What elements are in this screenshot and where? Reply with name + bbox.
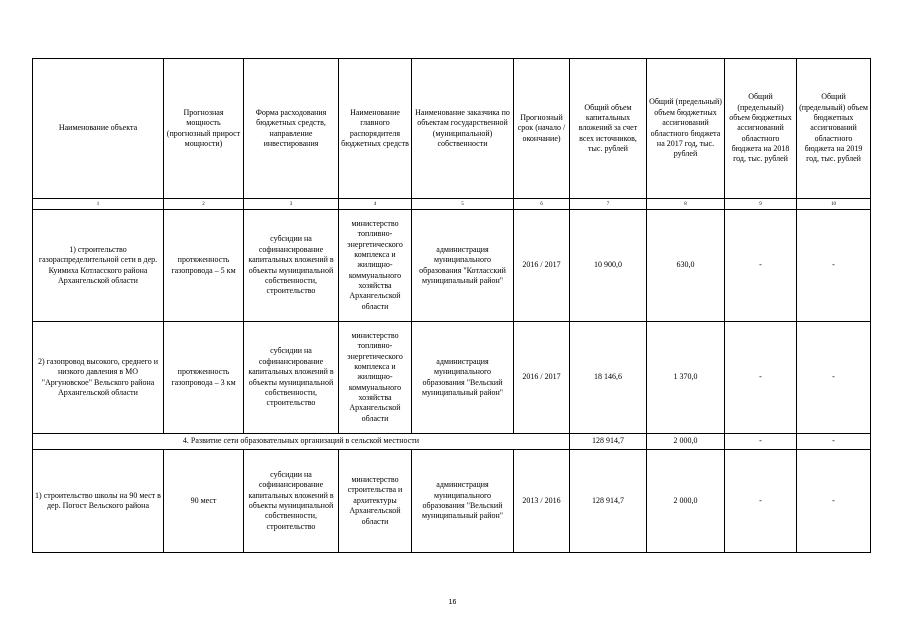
header-budget-2017: Общий (предельный) объем бюджетных ассигнований областного бюджета на 2017 год, тыс. рублей — [647, 59, 725, 199]
budget-2017-cell: 630,0 — [647, 210, 725, 322]
administrator-cell: министерство строительства и архитектуры Архангельской области — [339, 450, 412, 553]
budget-2019-cell: - — [797, 322, 871, 434]
header-object-name: Наименование объекта — [33, 59, 164, 199]
spending-form-cell: субсидии на софинансирование капитальных вложений в объекты муниципальной собственности, строительство — [244, 210, 339, 322]
table-row — [33, 450, 871, 553]
capacity-cell: протяженность газопровода – 5 км — [164, 210, 244, 322]
budget-2018-cell: - — [725, 210, 797, 322]
table-row — [33, 210, 871, 322]
customer-cell: администрация муниципального образования "Котласский муниципальный район" — [412, 210, 514, 322]
column-number: 9 — [725, 199, 797, 210]
column-number: 10 — [797, 199, 871, 210]
administrator-cell: министерство топливно-энергетического комплекса и жилищно-коммунального хозяйства Архангельской области — [339, 210, 412, 322]
total-investment-cell: 18 146,6 — [570, 322, 647, 434]
capacity-cell: 90 мест — [164, 450, 244, 553]
section-row — [33, 434, 871, 450]
budget-2019-cell: - — [797, 210, 871, 322]
header-budget-2018: Общий (предельный) объем бюджетных ассигнований областного бюджета на 2018 год, тыс. рублей — [725, 59, 797, 199]
capacity-cell: протяженность газопровода – 3 км — [164, 322, 244, 434]
column-number: 2 — [164, 199, 244, 210]
customer-cell: администрация муниципального образования "Вельский муниципальный район" — [412, 322, 514, 434]
spending-form-cell: субсидии на софинансирование капитальных вложений в объекты муниципальной собственности, строительство — [244, 450, 339, 553]
table-row — [33, 322, 871, 434]
object-name-cell: 2) газопровод высокого, среднего и низкого давления в МО "Аргуновское" Вельского района Архангельской области — [33, 322, 164, 434]
page-number: 16 — [448, 599, 457, 606]
header-spending-form: Форма расходования бюджетных средств, направление инвестирования — [244, 59, 339, 199]
term-cell: 2013 / 2016 — [514, 450, 570, 553]
budget-2018-cell: - — [725, 322, 797, 434]
object-name-cell: 1) строительство школы на 90 мест в дер. Погост Вельского района — [33, 450, 164, 553]
total-investment-cell: 128 914,7 — [570, 450, 647, 553]
header-budget-2019: Общий (предельный) объем бюджетных ассигнований областного бюджета на 2019 год, тыс. рублей — [797, 59, 871, 199]
investment-table — [32, 58, 871, 553]
header-row — [33, 59, 871, 199]
term-cell: 2016 / 2017 — [514, 322, 570, 434]
column-number: 3 — [244, 199, 339, 210]
column-number: 6 — [514, 199, 570, 210]
customer-cell: администрация муниципального образования "Вельский муниципальный район" — [412, 450, 514, 553]
header-capacity: Прогнозная мощность (прогнозный прирост мощности) — [164, 59, 244, 199]
section-budget-2019-cell: - — [797, 434, 871, 450]
section-budget-2018-cell: - — [725, 434, 797, 450]
column-number: 1 — [33, 199, 164, 210]
total-investment-cell: 10 900,0 — [570, 210, 647, 322]
budget-2018-cell: - — [725, 450, 797, 553]
column-number: 8 — [647, 199, 725, 210]
budget-2017-cell: 2 000,0 — [647, 450, 725, 553]
column-number: 4 — [339, 199, 412, 210]
administrator-cell: министерство топливно-энергетического комплекса и жилищно-коммунального хозяйства Архангельской области — [339, 322, 412, 434]
header-total-investment: Общий объем капитальных вложений за счет всех источников, тыс. рублей — [570, 59, 647, 199]
column-number: 7 — [570, 199, 647, 210]
column-number-row — [33, 199, 871, 210]
section-budget-2017-cell: 2 000,0 — [647, 434, 725, 450]
section-title: 4. Развитие сети образовательных организаций в сельской местности — [33, 434, 570, 450]
section-total-cell: 128 914,7 — [570, 434, 647, 450]
budget-2017-cell: 1 370,0 — [647, 322, 725, 434]
budget-2019-cell: - — [797, 450, 871, 553]
header-customer: Наименование заказчика по объектам государственной (муниципальной) собственности — [412, 59, 514, 199]
header-administrator: Наименование главного распорядителя бюджетных средств — [339, 59, 412, 199]
spending-form-cell: субсидии на софинансирование капитальных вложений в объекты муниципальной собственности, строительство — [244, 322, 339, 434]
column-number: 5 — [412, 199, 514, 210]
header-term: Прогнозный срок (начало / окончание) — [514, 59, 570, 199]
term-cell: 2016 / 2017 — [514, 210, 570, 322]
object-name-cell: 1) строительство газораспределительной сети в дер. Куимиха Котласского района Архангельской области — [33, 210, 164, 322]
